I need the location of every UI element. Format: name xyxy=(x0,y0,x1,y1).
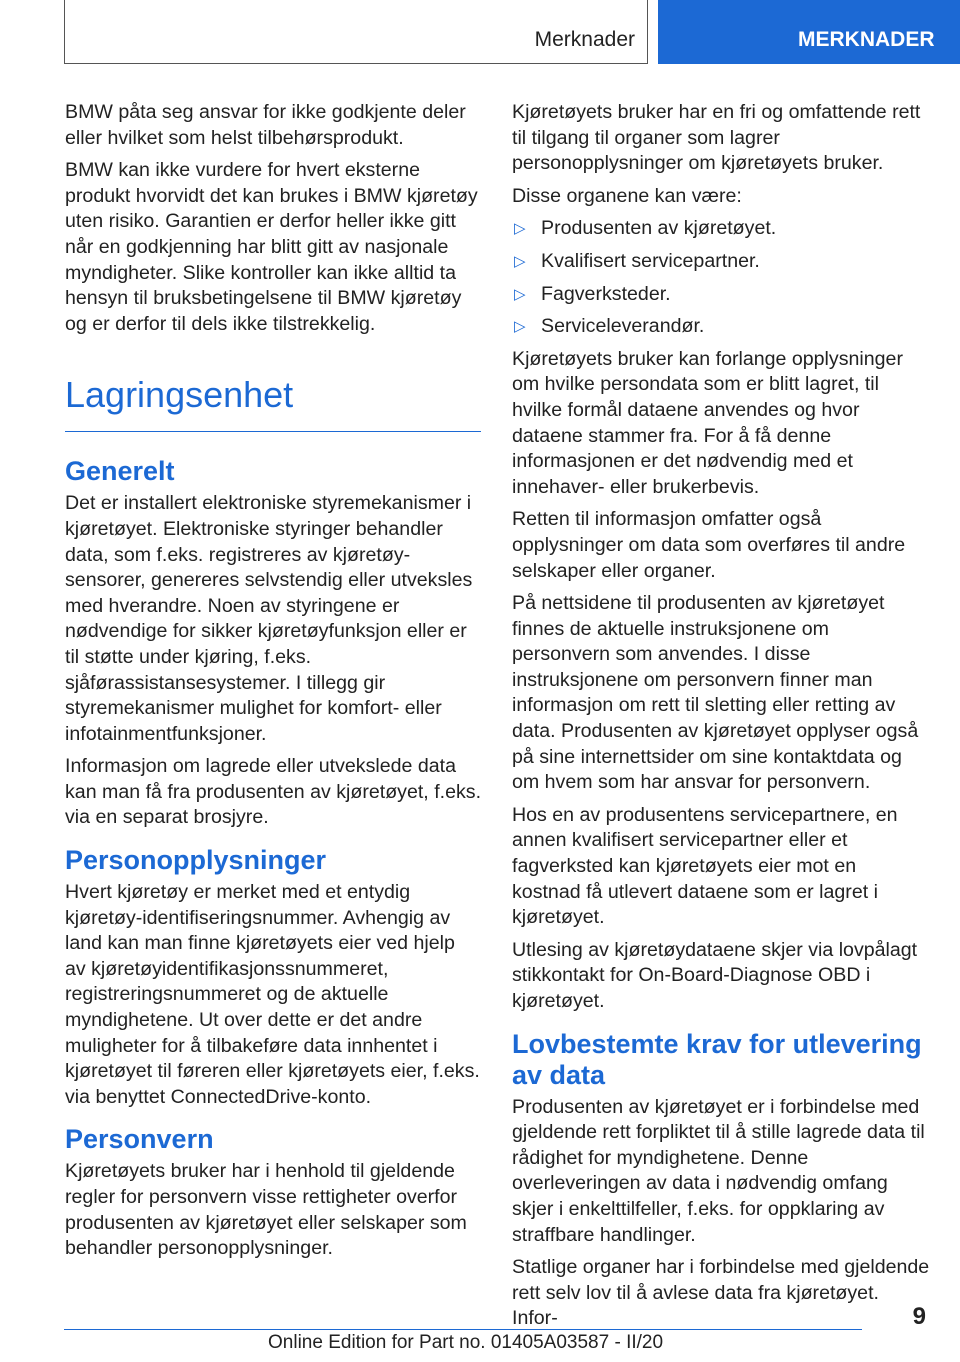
list-item-text: Kvalifisert servicepartner. xyxy=(541,249,760,272)
list-item xyxy=(512,249,930,275)
right-paragraph-4: Retten til informasjon omfatter også opplysninger om data som overføres til andre selskaper eller organer. xyxy=(512,508,906,582)
triangle-bullet-icon: ▷ xyxy=(514,285,526,303)
right-paragraph-5: På nettsidene til produsenten av kjøretøyet finnes de aktuelle instruksjonene om personvern som anvendes. I disse instruksjonene om personvern finner man informasjon om rett til sletting eller retting av data. Produsenten av kjøretøyet opplyser også på sine internettsider om sine kontaktdata og om hvem som har ansvar for personvern. xyxy=(512,592,919,794)
list-item-text: Serviceleverandør. xyxy=(541,315,705,338)
page-number: 9 xyxy=(912,1303,926,1330)
personvern-paragraph: Kjøretøyets bruker har i henhold til gjeldende regler for personvern visse rettigheter overfor produsenten av kjøretøyet eller selskaper som behandler personopplysninger. xyxy=(65,1160,467,1260)
lovbestemte-paragraph-2: Statlige organer har i forbindelse med gjeldende rett selv lov til å avlese data fra kjøretøyet. Infor- xyxy=(512,1256,930,1330)
intro-paragraph-2: BMW kan ikke vurdere for hvert eksterne produkt hvorvidt det kan brukes i BMW kjøretøy uten risiko. Garantien er derfor heller ikke gitt når en godkjenning har blitt gitt av nasjonale myndigheter. Slike kontroller kan ikke alltid ta hensyn til bruksbetingelsene til BMW kjøretøy og er derfor til dels ikke tilstrekkelig. xyxy=(65,159,478,335)
left-column xyxy=(65,100,481,1269)
list-item xyxy=(512,314,930,340)
personvern-heading: Personvern xyxy=(65,1124,214,1155)
header-bar xyxy=(64,0,648,64)
right-paragraph-7: Utlesing av kjøretøydataene skjer via lovpålagt stikkontakt for On-Board-Diagnose OBD i kjøretøyet. xyxy=(512,938,918,1012)
intro-paragraph-1: BMW påta seg ansvar for ikke godkjente deler eller hvilket som helst tilbehørsprodukt. xyxy=(65,101,466,149)
lovbestemte-paragraph-1: Produsenten av kjøretøyet er i forbindelse med gjeldende rett forpliktet til å stille lagrede data til rådighet for myndighetene. Denne overleveringen av data i nødvendig omfang skjer i enkelttilfeller, f.eks. for oppklaring av straffbare handlinger. xyxy=(512,1095,925,1246)
header-section-title: Merknader xyxy=(534,28,635,51)
list-item xyxy=(512,282,930,308)
right-paragraph-3: Kjøretøyets bruker kan forlange opplysninger om hvilke persondata som er blitt lagret, til hvilke formål dataene anvendes og hvor dataene stammer fra. For å få denne informasjonen er det nødvendig med et innehaver- eller brukerbevis. xyxy=(512,347,903,498)
right-column xyxy=(512,100,930,1339)
section-heading: Lagringsenhet xyxy=(65,373,481,432)
lovbestemte-heading: Lovbestemte krav for utlevering av data xyxy=(512,1028,922,1090)
header-chapter-tab: MERKNADER xyxy=(658,0,960,64)
personopplysninger-heading: Personopplysninger xyxy=(65,845,327,876)
right-paragraph-6: Hos en av produsentens servicepartnere, en annen kvalifisert servicepartner eller et fagverksted kan kjøretøyets eier mot en kostnad få utlevert dataene som er lagret i kjøretøyet. xyxy=(512,803,898,929)
generelt-paragraph-1: Det er installert elektroniske styremekanismer i kjøretøyet. Elektroniske styringer behandler data, som f.eks. registreres av kjøretøy-sensorer, genereres selvstendig eller utveksles med hverandre. Noen av styringene er nødvendige for sikker kjøretøyfunksjon eller er til støtte under kjøring, f.eks. sjåførassistansesystemer. I tillegg gir styremekanismer mulighet for komfort- eller infotainmentfunksjoner. xyxy=(65,492,473,745)
list-item-text: Fagverksteder. xyxy=(541,282,671,305)
personopplysninger-paragraph: Hvert kjøretøy er merket med et entydig kjøretøy-identifiseringsnummer. Avhengig av land kan man finne kjøretøyets eier ved hjelp av kjøretøyidentifikasjonssnummeret, registreringsnummeret og de aktuelle myndighetene. Ut over dette er det andre muligheter for å tilbakeføre data innhentet i kjøretøyet til føreren eller kjøretøyets eier, f.eks. via benyttet ConnectedDrive-konto. xyxy=(65,881,480,1108)
right-paragraph-2: Disse organene kan være: xyxy=(512,184,742,207)
list-item xyxy=(512,216,930,242)
right-paragraph-1: Kjøretøyets bruker har en fri og omfattende rett til tilgang til organer som lagrer personopplysninger om kjøretøyets bruker. xyxy=(512,101,921,175)
list-item-text: Produsenten av kjøretøyet. xyxy=(541,217,777,240)
generelt-paragraph-2: Informasjon om lagrede eller utvekslede data kan man få fra produsenten av kjøretøyet, f.eks. via en separat brosjyre. xyxy=(65,755,482,829)
triangle-bullet-icon: ▷ xyxy=(514,220,526,238)
generelt-heading: Generelt xyxy=(65,456,175,487)
footer-rule xyxy=(64,1329,862,1330)
organ-list xyxy=(512,216,930,339)
triangle-bullet-icon: ▷ xyxy=(514,252,526,270)
triangle-bullet-icon: ▷ xyxy=(514,318,526,336)
footer-edition: Online Edition for Part no. 01405A03587 - II/20 xyxy=(268,1332,664,1353)
